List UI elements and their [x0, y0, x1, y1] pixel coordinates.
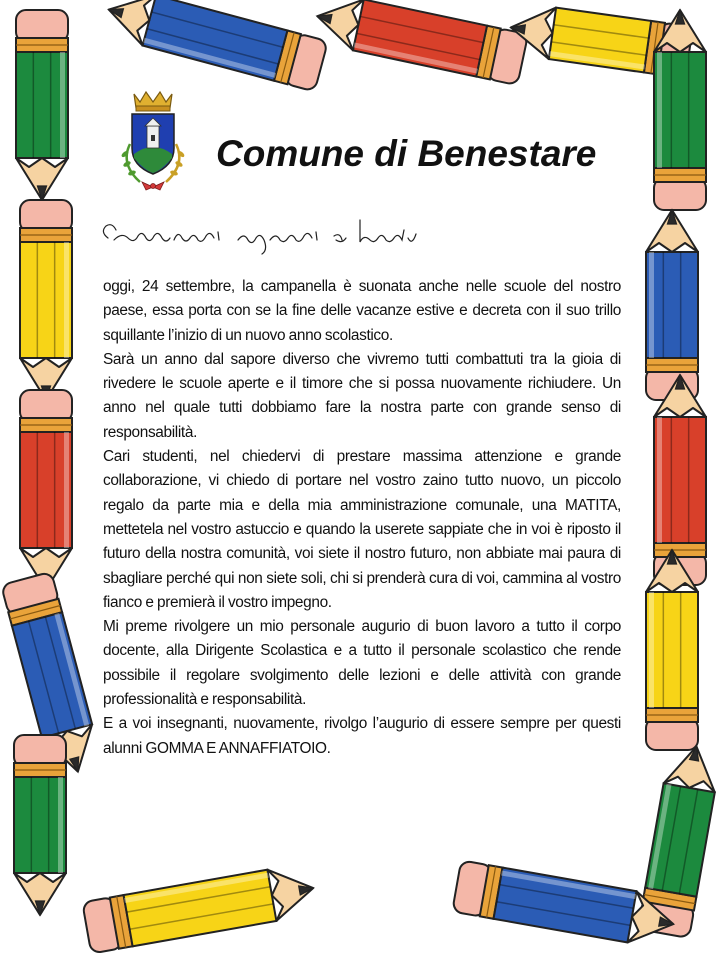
pencil-icon	[654, 375, 706, 585]
pencil-icon	[646, 550, 698, 750]
signature-scribble	[98, 210, 428, 262]
handwritten-salutation	[98, 210, 428, 262]
coat-of-arms-icon	[110, 88, 196, 196]
paragraph: Mi preme rivolgere un mio personale augurio di buon lavoro a tutto il corpo docente, alla Dirigente Scolastica e a tutto il personale scolastico che rende possibile il regolare svolgimento delle lezioni e delle attività con grande professionalità e responsabilità.	[103, 618, 621, 709]
paragraph: oggi, 24 settembre, la campanella è suonata anche nelle scuole del nostro paese, essa porta con se la fine delle vacanze estive e decreta con il suo trillo squillante l’inizio di un nuovo anno scolastico.	[103, 278, 621, 344]
pencil-icon	[102, 0, 328, 92]
paragraph: Sarà un anno dal sapore diverso che vivremo tutti combattuti tra la gioia di rivedere le scuole aperte e il timore che si possa nuovamente richiudere. Un anno nel quale tutti dobbiamo fare la nostra parte con grande senso di responsabilità.	[103, 350, 621, 441]
pencil-icon	[20, 390, 72, 590]
pencil-icon	[16, 10, 68, 200]
page-title: Comune di Benestare	[216, 133, 597, 174]
pencil-icon	[646, 210, 698, 400]
letter-body	[103, 275, 621, 761]
pencil-icon	[654, 10, 706, 210]
pencil-icon	[452, 860, 678, 949]
pencil-icon	[20, 200, 72, 400]
pencil-icon	[14, 735, 66, 915]
pencil-icon	[312, 0, 528, 85]
pencil-icon	[82, 862, 318, 953]
paragraph: E a voi insegnanti, nuovamente, rivolgo l’augurio di essere sempre per questi alunni GOMMA E ANNAFFIATOIO.	[103, 715, 621, 757]
paragraph: Cari studenti, nel chiedervi di prestare massima attenzione e grande collaborazione, vi chiedo di portare nel vostro zaino tutto nuovo, un piccolo regalo da parte mia e della mia amministrazione comunale, una MATITA, mettetela nel vostro astuccio e quando la userete sappiate che in voi è riposto il futuro della nostra comunità, voi siete il nostro futuro, non abbiate mai paura di sbagliare perché qui non siete soli, chi si prenderà cura di voi, cammina al vostro fianco e premierà il vostro impegno.	[103, 448, 621, 611]
